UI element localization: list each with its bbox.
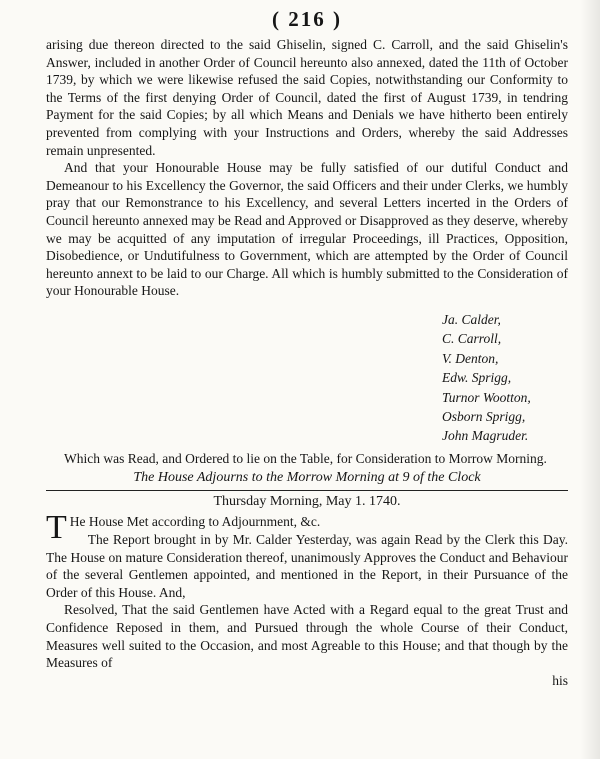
- signature-block: [442, 310, 568, 446]
- signature: John Magruder.: [442, 428, 529, 444]
- adjournment-line: The House Adjourns to the Morrow Morning at 9 of the Clock: [133, 470, 481, 486]
- page-number: ( 216 ): [272, 7, 342, 31]
- paragraph-4-text: He House Met according to Adjournment, &c.: [69, 514, 321, 530]
- catchword: his: [552, 672, 568, 688]
- divider-rule: [46, 490, 568, 491]
- dateline: Thursday Morning, May 1. 1740.: [213, 494, 401, 510]
- paragraph-4: [46, 509, 568, 547]
- signature: Edw. Sprigg,: [442, 370, 512, 386]
- paragraph-2: And that your Honourable House may be fully satisfied of our dutiful Conduct and Demeanour to his Excellency the Governor, the said Officers and their under Clerks, we humbly pray that our Remonstrance to his Excellency, and several Letters incerted in the Orders of Council hereunto annexed may be Read and Approved or Disapproved as they deserve, whereby we may be acquitted of any imputation of irregular Proceedings, ill Practices, Opposition, Disobedience, or Undutifulness to Government, which are attempted by the Order of Council hereunto annext to be laid to our Charge. All which is humbly submitted to the Consideration of your Honourable House.: [46, 160, 568, 299]
- paragraph-6: Resolved, That the said Gentlemen have Acted with a Regard equal to the great Trust and Confidence Reposed in them, and Pursued through the whole Course of their Conduct, Measures well suited to the Occasion, and most Agreable to this House; and that though by the Measures of: [46, 602, 568, 671]
- document-page: [46, 6, 568, 758]
- signature: Ja. Calder,: [442, 311, 501, 327]
- drop-cap: T: [46, 509, 67, 547]
- paragraph-5: The Report brought in by Mr. Calder Yesterday, was again Read by the Clerk this Day. The House on mature Consideration thereof, unanimously Approves the Conduct and Behaviour of the several Gentlemen appointed, and mentioned in the Report, in their Pursuance of the Order of this House. And,: [46, 531, 568, 600]
- paragraph-3: Which was Read, and Ordered to lie on the Table, for Consideration to Morrow Morning.: [64, 450, 547, 466]
- signature: V. Denton,: [442, 350, 499, 366]
- paragraph-1: arising due thereon directed to the said Ghiselin, signed C. Carroll, and the said Ghiselin's Answer, included in another Order of Council hereunto also annexed, dated the 11th of October 1739, by which we were likewise refused the said Copies, notwithstanding our Conformity to the Terms of the first denying Order of Council, dated the first of August 1739, in tendring Payment for the said Copies; by all which Means and Denials we have hitherto been entirely prevented from complying with your Instructions and Orders, whereby the said Addresses remain unpresented.: [46, 37, 568, 158]
- page-edge-shadow: [580, 0, 600, 759]
- signature: C. Carroll,: [442, 331, 502, 347]
- signature: Osborn Sprigg,: [442, 408, 526, 424]
- signature: Turnor Wootton,: [442, 389, 531, 405]
